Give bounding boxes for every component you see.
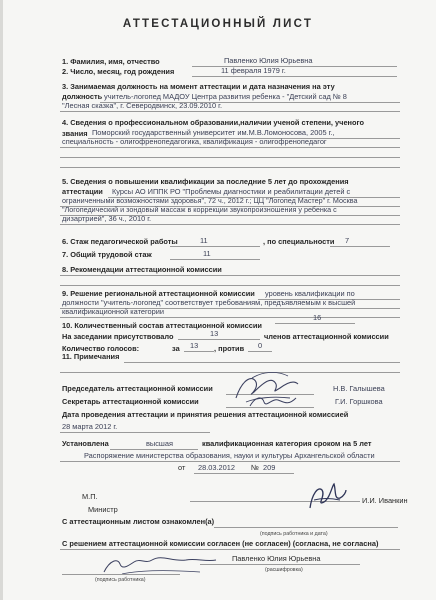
field-5-value-c: "Логопедический и зондовый массаж в коррекции звукопроизношения у ребенка с (62, 205, 337, 214)
date-line (60, 432, 210, 433)
field-7-line (170, 259, 260, 260)
field-9-value-b: должности "учитель-логопед" соответствует требованиям, предъявляемым к высшей (62, 298, 356, 307)
field-5-value-b: ограниченными возможностями здоровья", 72 ч., 2012 г.; ЦЦ "Логопед Мастер" г. Москва (62, 196, 358, 205)
field-8-line-a (60, 275, 400, 276)
field-11-label: 11. Примечания (62, 352, 120, 361)
field-3-label-b: должность (62, 92, 103, 101)
field-4-line-c (60, 157, 400, 158)
field-3-value-a: учитель-логопед МАДОУ Центра развития ребенка - "Детский сад № 8 (104, 92, 347, 101)
minister-signature (304, 480, 348, 514)
field-10b-label: На заседании присутствовало (62, 332, 174, 341)
field-4-label-a: 4. Сведения о профессиональном образовании,наличии ученой степени, ученого (62, 118, 365, 127)
field-7-label: 7. Общий трудовой стаж (62, 250, 152, 259)
field-4-label-b: звания (62, 129, 88, 138)
field-9-line-c (60, 317, 400, 318)
secretary-name: Г.И. Горшкова (335, 397, 383, 406)
document-title: АТТЕСТАЦИОННЫЙ ЛИСТ (122, 18, 314, 30)
field-10b-value: 13 (210, 329, 219, 338)
votes-against-value: 0 (258, 341, 263, 350)
field-3-value-b: "Лесная сказка", г. Северодвинск, 23.09.2010 г. (62, 101, 223, 110)
order-number-label: № (251, 463, 259, 472)
order-line (60, 461, 400, 462)
field-6-spec-label: , по специальности (263, 237, 335, 246)
field-6-spec-line (330, 246, 390, 247)
order-date: 28.03.2012 (198, 463, 235, 472)
field-6-label: 6. Стаж педагогической работы (62, 237, 178, 246)
field-6-value: 11 (200, 236, 208, 245)
field-5-value-a: Курсы АО ИППК РО "Проблемы диагностики и реабилитации детей с (112, 187, 351, 196)
field-4-value-b: специальность - олигофренопедагогика, квалификация - олигофренопедагог (62, 137, 327, 146)
field-2-line (192, 76, 397, 77)
established-suffix: квалификационная категория сроком на 5 лет (202, 439, 372, 448)
votes-for-value: 13 (190, 341, 199, 350)
secretary-label: Секретарь аттестационной комиссии (62, 397, 199, 406)
field-9-value-c: квалификационной категории (62, 307, 165, 316)
field-2-value: 11 февраля 1979 г. (221, 66, 286, 75)
bottom-name-line (200, 564, 360, 565)
field-10-value: 16 (313, 313, 322, 322)
bottom-name-caption: (расшифровка) (265, 567, 303, 573)
chair-name: Н.В. Галышева (333, 384, 385, 393)
employee-signature-caption: (подпись работника) (95, 577, 146, 583)
field-10b-line (178, 339, 260, 340)
field-4-value-a: Поморский государственный университет им.М.В.Ломоносова, 2005 г., (92, 128, 335, 137)
field-5-line-d (60, 224, 400, 225)
field-11-line-b (60, 372, 400, 373)
field-1-value: Павленко Юлия Юрьевна (224, 56, 313, 65)
field-1-label: 1. Фамилия, имя, отчество (62, 57, 160, 66)
field-6-line (170, 246, 260, 247)
field-10-label: 10. Количественный состав аттестационной комиссии (62, 321, 262, 330)
established-line (110, 449, 198, 450)
votes-against-label: , против (214, 344, 245, 353)
page-edge (0, 0, 3, 600)
employee-signature-line (62, 574, 180, 575)
field-2-label: 2. Число, месяц, год рождения (62, 67, 175, 76)
acknowledgement-line (214, 527, 398, 528)
field-9-label: 9. Решение региональной аттестационной комиссии (62, 289, 255, 298)
field-10-line (275, 323, 355, 324)
date-label: Дата проведения аттестации и принятия решения аттестационной комиссией (62, 410, 349, 419)
field-11-line-a (124, 362, 400, 363)
seal-mark: М.П. (82, 492, 98, 501)
minister-name: И.И. Иванкин (362, 496, 408, 505)
field-4-line-d (60, 167, 400, 168)
agreement-label: С решением аттестационной комиссии согласен (не согласен) (согласна, не согласна) (62, 539, 379, 548)
field-6-spec-value: 7 (345, 236, 350, 245)
bottom-name: Павленко Юлия Юрьевна (232, 554, 321, 563)
field-9-value-a: уровень квалификации по (265, 289, 355, 298)
field-3-label-a: 3. Занимаемая должность на момент аттестации и дата назначения на эту (62, 82, 335, 91)
minister-label: Министр (88, 505, 118, 514)
field-5-value-d: дизартрией", 36 ч., 2010 г. (62, 214, 152, 223)
chair-label: Председатель аттестационной комиссии (62, 384, 213, 393)
votes-against-line (248, 351, 272, 352)
agreement-line (60, 549, 400, 550)
acknowledgement-label: С аттестационным листом ознакомлен(а) (62, 517, 215, 526)
acknowledgement-caption: (подпись работника и дата) (260, 531, 328, 537)
order-number: 209 (263, 463, 276, 472)
field-8-label: 8. Рекомендации аттестационной комиссии (62, 265, 222, 274)
field-4-line-b (60, 147, 400, 148)
field-5-label-b: аттестации (62, 187, 103, 196)
votes-label: Количество голосов: (62, 344, 140, 353)
order-from-label: от (178, 463, 186, 472)
field-3-line-b (60, 111, 400, 112)
secretary-signature (246, 392, 300, 412)
field-8-line-b (60, 285, 400, 286)
votes-for-label: за (172, 344, 180, 353)
field-5-label-a: 5. Сведения о повышении квалификации за последние 5 лет до прохождения (62, 177, 349, 186)
field-7-value: 11 (203, 249, 211, 258)
field-10b-suffix: членов аттестационной комиссии (264, 332, 389, 341)
established-value: высшая (146, 439, 173, 448)
votes-for-line (184, 351, 214, 352)
order-text: Распоряжение министерства образования, науки и культуры Архангельской области (84, 451, 375, 460)
date-value: 28 марта 2012 г. (62, 422, 118, 431)
order-date-line (194, 473, 294, 474)
established-label: Установлена (62, 439, 109, 448)
